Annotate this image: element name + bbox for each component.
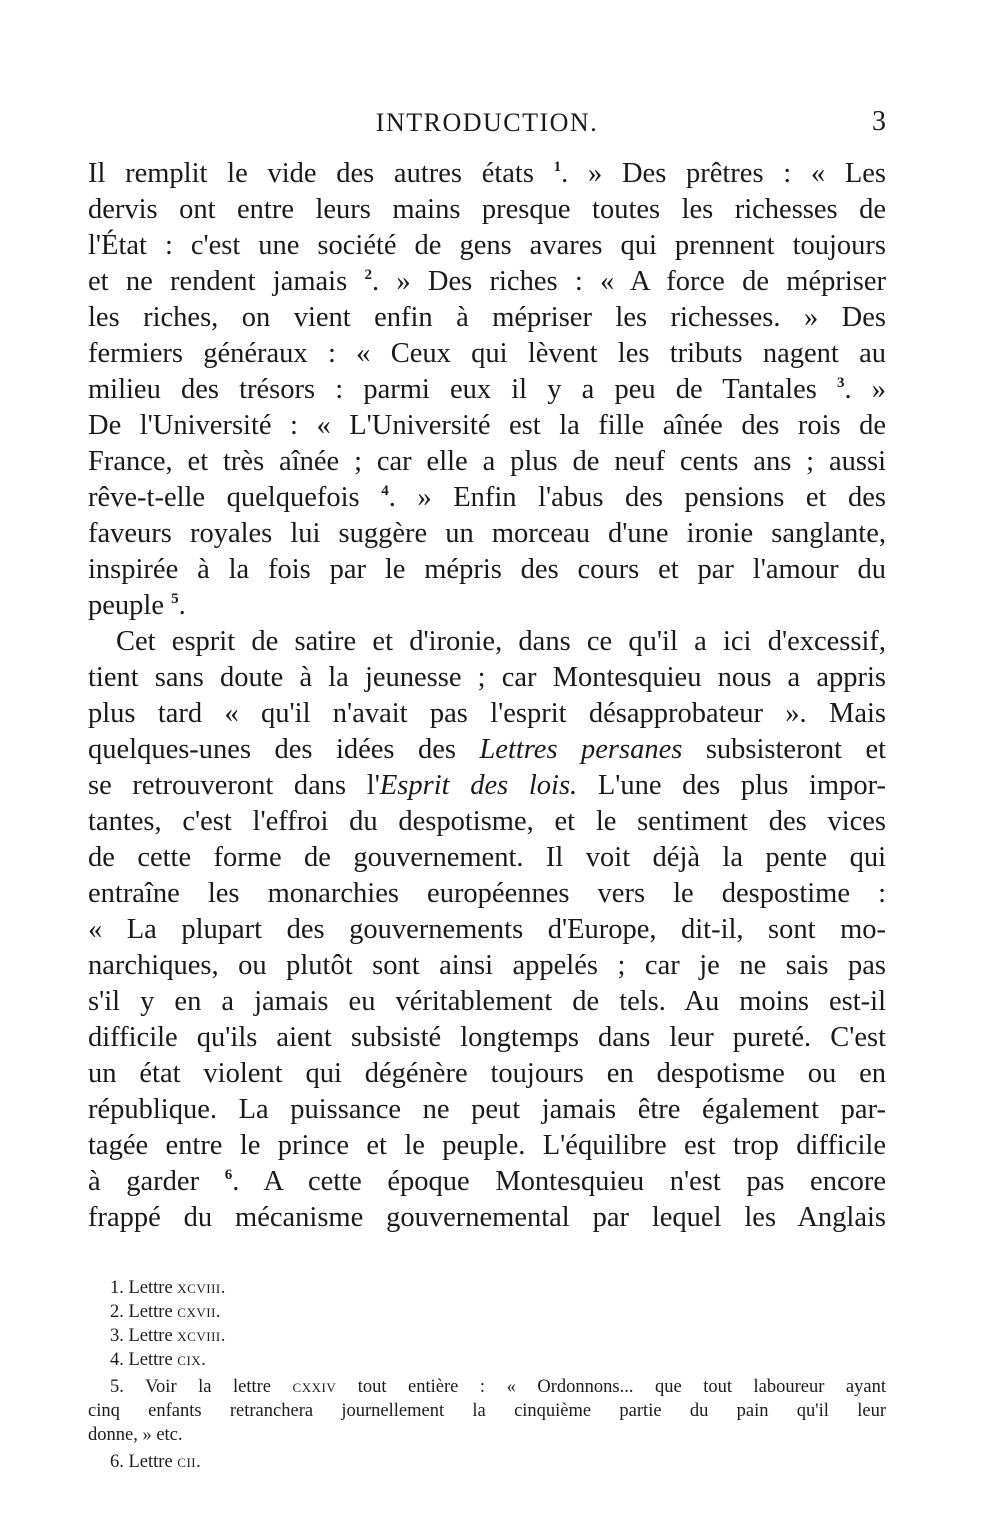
text-line: tient sans doute à la jeunesse ; car Montesquieu nous a appris (88, 662, 886, 693)
text-line: à garder $^6$. A cette époque Montesquieu n'est pas encore (88, 1166, 886, 1197)
footnote-ref[interactable]: 1 (553, 159, 562, 175)
text-line: les riches, on vient enfin à mépriser les richesses. » Des (88, 302, 886, 333)
footnote: 6. Lettre cii. (110, 1452, 202, 1472)
text-line: plus tard « qu'il n'avait pas l'esprit désapprobateur ». Mais (88, 698, 886, 729)
text-line: dervis ont entre leurs mains presque toutes les richesses de (88, 194, 886, 225)
text-line: fermiers généraux : « Ceux qui lèvent les tributs nagent au (88, 338, 886, 369)
footnote-ref[interactable]: 2 (364, 267, 372, 283)
text-line: tagée entre le prince et le peuple. L'équilibre est trop difficile (88, 1130, 886, 1161)
footnote-ref[interactable]: 6 (224, 1167, 233, 1183)
footnote: 1. Lettre xcviii. (110, 1278, 226, 1298)
text-line: inspirée à la fois par le mépris des cours et par l'amour du (88, 554, 886, 585)
page-number: 3 (872, 106, 886, 137)
footnote-ref[interactable]: 3 (836, 375, 845, 391)
text-line: frappé du mécanisme gouvernemental par lequel les Anglais (88, 1202, 886, 1233)
text-line: peuple $^5$. (88, 590, 186, 621)
text-line: et ne rendent jamais $^2$. » Des riches : « A force de mépriser (88, 266, 887, 297)
text-line: De l'Université : « L'Université est la fille aînée des rois de (88, 410, 886, 441)
text-line: l'État : c'est une société de gens avares qui prennent toujours (88, 230, 886, 261)
text-line: de cette forme de gouvernement. Il voit déjà la pente qui (88, 842, 886, 873)
footnote-continuation: cinq enfants retranchera journellement la cinquième partie du pain qu'il leur (88, 1401, 886, 1421)
footnote: 4. Lettre cix. (110, 1350, 207, 1370)
text-line: un état violent qui dégénère toujours en despotisme ou en (88, 1058, 886, 1089)
footnote: 5. Voir la lettre cxxiv tout entière : « Ordonnons... que tout laboureur ayant (110, 1377, 886, 1397)
footnote: 3. Lettre xcviii. (110, 1326, 226, 1346)
footnote-ref[interactable]: 4 (381, 483, 389, 499)
text-line: Il remplit le vide des autres états $^1$. » Des prêtres : « Les (88, 158, 887, 189)
footnote-continuation: donne, » etc. (88, 1425, 183, 1445)
text-line: narchiques, ou plutôt sont ainsi appelés ; car je ne sais pas (88, 950, 886, 981)
text-line: milieu des trésors : parmi eux il y a peu de Tantales $^3$. » (88, 374, 887, 405)
work-title: Lettres persanes (479, 734, 683, 765)
running-head (88, 104, 886, 144)
footnote-ref[interactable]: 5 (171, 591, 179, 607)
work-title: Esprit des lois. (379, 770, 578, 801)
text-line: France, et très aînée ; car elle a plus de neuf cents ans ; aussi (88, 446, 886, 477)
text-line: difficile qu'ils aient subsisté longtemps dans leur pureté. C'est (88, 1022, 886, 1053)
text-line: rêve-t-elle quelquefois $^4$. » Enfin l'abus des pensions et des (88, 482, 886, 513)
text-line: faveurs royales lui suggère un morceau d'une ironie sanglante, (88, 518, 886, 549)
text-line: quelques-unes des idées des Lettres persanes subsisteront et (88, 734, 887, 765)
text-line: s'il y en a jamais eu véritablement de tels. Au moins est-il (88, 986, 886, 1017)
text-line: « La plupart des gouvernements d'Europe, dit-il, sont mo- (88, 914, 886, 945)
footnote: 2. Lettre cxvii. (110, 1302, 222, 1322)
text-line: entraîne les monarchies européennes vers le despostime : (88, 878, 886, 909)
text-line: république. La puissance ne peut jamais être également par- (88, 1094, 886, 1125)
text-line: Cet esprit de satire et d'ironie, dans ce qu'il a ici d'excessif, (116, 626, 886, 657)
running-title: INTRODUCTION. (375, 108, 599, 137)
text-line: tantes, c'est l'effroi du despotisme, et le sentiment des vices (88, 806, 886, 837)
text-line: se retrouveront dans l'Esprit des lois. L'une des plus impor- (88, 770, 886, 801)
